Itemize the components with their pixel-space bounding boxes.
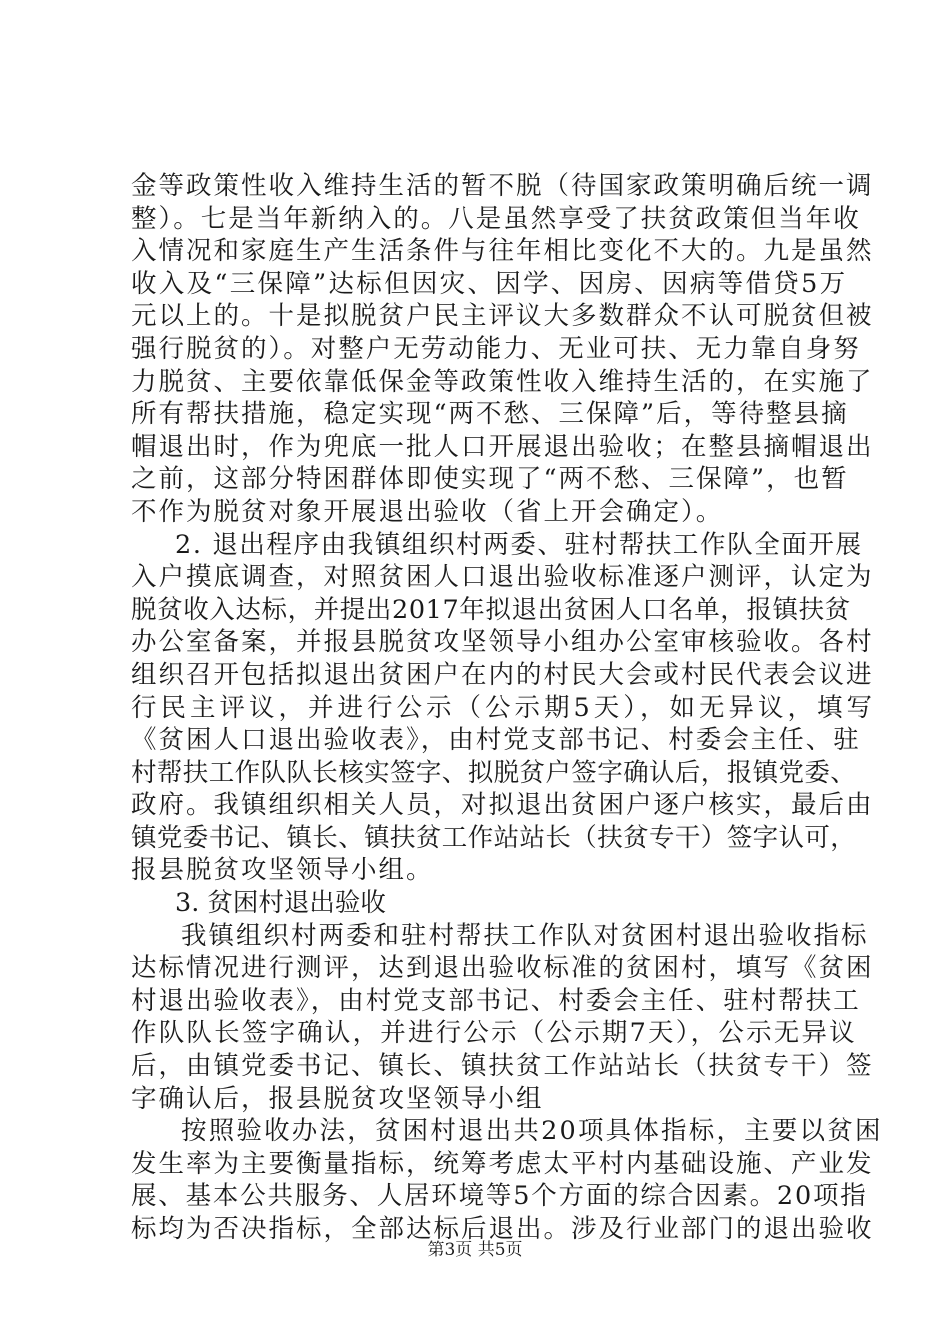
- text-line: 入户摸底调查，对照贫困人口退出验收标准逐户测评，认定为: [131, 562, 874, 593]
- text-line: 我镇组织村两委和驻村帮扶工作队对贫困村退出验收指标: [181, 920, 869, 951]
- text-line: 所有帮扶措施，稳定实现“两不愁、三保障”后，等待整县摘: [131, 399, 849, 430]
- text-line: 办公室备案，并报县脱贫攻坚领导小组办公室审核验收。各村: [131, 627, 874, 658]
- text-line: 字确认后，报县脱贫攻坚领导小组: [131, 1083, 544, 1114]
- text-line: 元以上的。十是拟脱贫户民主评议大多数群众不认可脱贫但被: [131, 301, 874, 332]
- text-line: 金等政策性收入维持生活的暂不脱（待国家政策明确后统一调: [131, 171, 874, 201]
- text-line: 组织召开包括拟退出贫困户在内的村民大会或村民代表会议进: [131, 659, 874, 690]
- text-line: 村退出验收表》，由村党支部书记、村委会主任、驻村帮扶工: [131, 985, 861, 1016]
- text-line: 行民主评议，并进行公示（公示期5天），如无异议，填写: [131, 692, 876, 723]
- text-line: 整）。七是当年新纳入的。八是虽然享受了扶贫政策但当年收: [131, 203, 861, 234]
- text-line: 达标情况进行测评，达到退出验收标准的贫困村，填写《贫困: [131, 953, 874, 984]
- text-line: 入情况和家庭生产生活条件与往年相比变化不大的。九是虽然: [131, 236, 874, 267]
- text-line: 脱贫收入达标，并提出2017年拟退出贫困人口名单，报镇扶贫: [131, 594, 851, 625]
- text-line: 按照验收办法，贫困村退出共20项具体指标，主要以贫困: [181, 1116, 883, 1147]
- text-line: 帽退出时，作为兜底一批人口开展退出验收；在整县摘帽退出: [131, 431, 874, 462]
- text-line: 强行脱贫的）。对整户无劳动能力、无业可扶、无力靠自身努: [131, 333, 861, 364]
- text-line: 之前，这部分特困群体即使实现了“两不愁、三保障”，也暂: [131, 464, 849, 495]
- text-line: 收入及“三保障”达标但因灾、因学、因房、因病等借贷5万: [131, 268, 848, 299]
- text-line: 3. 贫困村退出验收: [175, 888, 386, 919]
- text-line: 镇党委书记、镇长、镇扶贫工作站站长（扶贫专干）签字认可，: [131, 822, 857, 853]
- text-line: 报县脱贫攻坚领导小组。: [131, 855, 434, 886]
- text-line: 政府。我镇组织相关人员，对拟退出贫困户逐户核实，最后由: [131, 790, 874, 821]
- text-line: 标均为否决指标，全部达标后退出。涉及行业部门的退出验收: [131, 1214, 874, 1244]
- text-line: 不作为脱贫对象开展退出验收（省上开会确定）。: [131, 496, 724, 527]
- text-line: 后，由镇党委书记、镇长、镇扶贫工作站站长（扶贫专干）签: [131, 1051, 874, 1082]
- text-line: 村帮扶工作队队长核实签字、拟脱贫户签字确认后，报镇党委、: [131, 757, 857, 788]
- text-line: 力脱贫、主要依靠低保金等政策性收入维持生活的，在实施了: [131, 366, 874, 397]
- text-line: 展、基本公共服务、人居环境等5个方面的综合因素。20项指: [131, 1181, 868, 1212]
- page-number: 第3页 共5页: [427, 1240, 523, 1260]
- text-line: 发生率为主要衡量指标，统筹考虑太平村内基础设施、产业发: [131, 1148, 874, 1179]
- text-line: 2. 退出程序由我镇组织村两委、驻村帮扶工作队全面开展: [175, 529, 863, 560]
- text-line: 作队队长签字确认，并进行公示（公示期7天），公示无异议: [131, 1018, 857, 1049]
- text-line: 《贫困人口退出验收表》，由村党支部书记、村委会主任、驻: [131, 725, 861, 756]
- document-body: [131, 170, 883, 1246]
